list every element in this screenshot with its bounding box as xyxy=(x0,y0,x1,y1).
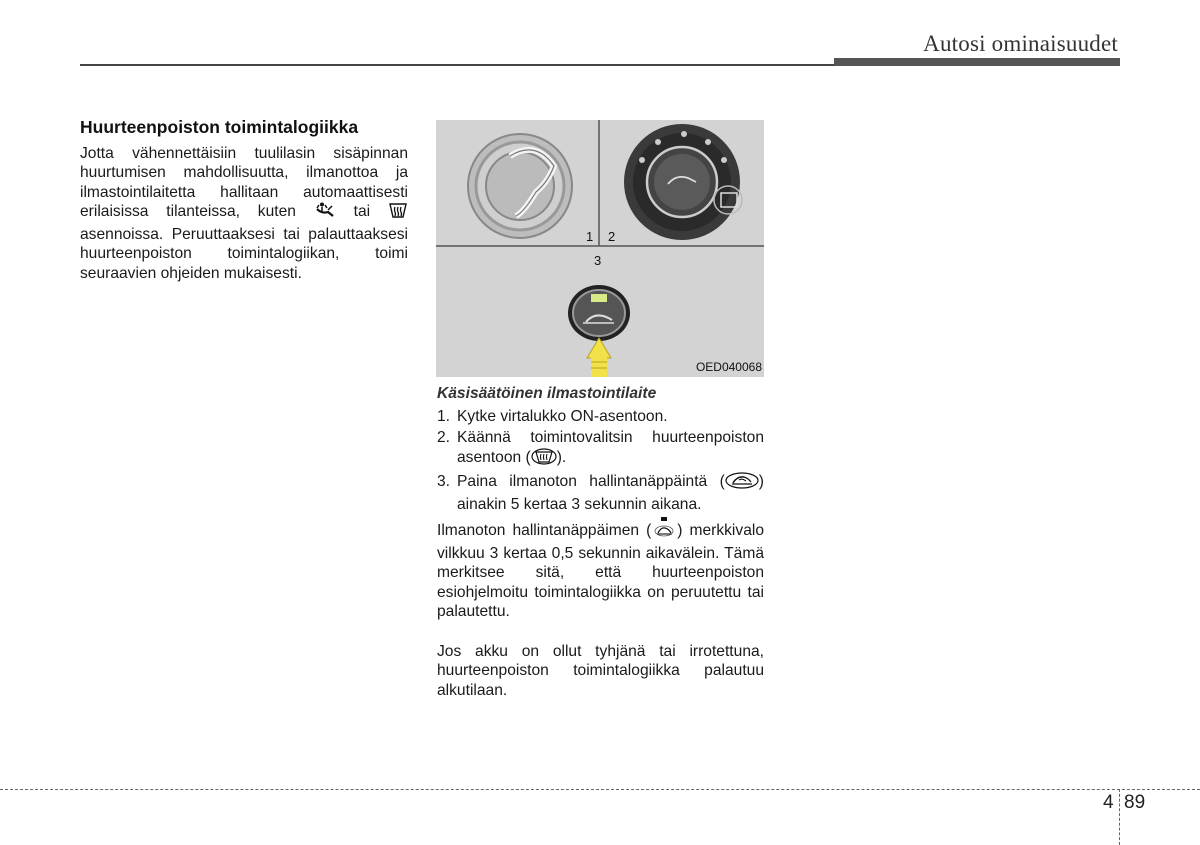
led-text-part: Ilmanoton hallintanäppäimen ( xyxy=(437,522,652,539)
section-number: 4 xyxy=(1103,792,1114,813)
recirculation-led-icon xyxy=(651,516,677,544)
step-text: Kytke virtalukko ON-asentoon. xyxy=(457,407,668,425)
figure-label-3: 3 xyxy=(594,253,602,268)
battery-paragraph: Jos akku on ollut tyhjänä tai irrotettuna, huurteenpoiston toimintalogiikka palautuu alkutilaan. xyxy=(437,642,764,699)
page-number: 89 xyxy=(1124,792,1146,813)
floor-defrost-icon xyxy=(314,202,336,225)
figure-label-1: 1 xyxy=(586,229,594,244)
section-heading: Huurteenpoiston toimintalogiikka xyxy=(80,117,359,137)
figure-illustration xyxy=(436,120,764,377)
air-recirculation-icon xyxy=(725,472,759,495)
header-rule-accent xyxy=(834,58,1120,66)
step-number: 3. xyxy=(437,473,451,490)
step-item xyxy=(437,472,764,514)
intro-word-or: tai xyxy=(353,203,371,220)
windshield-defrost-icon xyxy=(531,448,557,471)
footer-rule xyxy=(0,789,1200,790)
figure-code: OED040068 xyxy=(695,360,762,374)
step-text-part: Käännä toimintovalitsin huurteenpoiston asentoon ( xyxy=(457,429,764,466)
figure-label-2: 2 xyxy=(608,229,616,244)
step-text-part: ) ainakin 5 kertaa 3 sekunnin aikana. xyxy=(457,473,764,513)
step-item xyxy=(437,428,764,470)
left-column xyxy=(80,118,408,283)
led-paragraph xyxy=(437,516,764,622)
paragraph-spacer xyxy=(437,622,764,642)
footer-divider xyxy=(1119,789,1120,845)
ignition-switch-illustration xyxy=(468,134,572,238)
step-text xyxy=(457,472,764,514)
intro-text-part2: asennoissa. Peruuttaaksesi tai palauttaaksesi huurteenpoiston toimintalogiikan, toimi seuraavien ohjeiden mukaisesti. xyxy=(80,225,408,282)
header-rule xyxy=(80,64,836,66)
climate-control-figure xyxy=(436,120,764,377)
step-text-part: ). xyxy=(556,448,567,466)
step-number: 2. xyxy=(437,429,451,446)
right-column xyxy=(437,384,764,700)
intro-text-part1: Jotta vähennettäisiin tuulilasin sisäpinnan huurtumisen mahdollisuutta, ilmanottoa ja ilmastointilaitetta hallitaan automaattisesti erilaisissa tilanteissa, kuten xyxy=(80,144,408,220)
windshield-defrost-icon xyxy=(388,202,408,225)
step-text xyxy=(457,428,764,470)
header-title: Autosi ominaisuudet xyxy=(923,31,1118,56)
step-text-part: Paina ilmanoton hallintanäppäintä ( xyxy=(457,473,725,490)
led-text-part: ) merkkivalo vilkkuu 3 kertaa 0,5 sekunnin aikavälein. Tämä merkitsee sitä, että huurteenpoiston esiohjelmoitu toimintalogiikka on peruutettu tai palautettu. xyxy=(437,522,765,620)
step-item xyxy=(437,407,764,427)
figure-caption: Käsisäätöinen ilmastointilaite xyxy=(437,385,657,402)
intro-paragraph xyxy=(80,144,408,284)
step-number: 1. xyxy=(437,407,451,425)
